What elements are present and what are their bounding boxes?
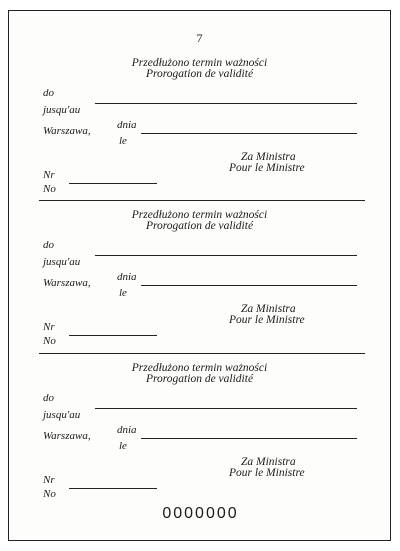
signature-label-french: Pour le Ministre <box>229 162 305 174</box>
issue-date-line[interactable] <box>141 438 357 439</box>
until-date-line[interactable] <box>95 255 357 256</box>
section-title-french: Prorogation de validité <box>145 373 254 385</box>
until-label-polish: do <box>43 392 54 404</box>
until-date-line[interactable] <box>95 103 357 104</box>
section-title-french: Prorogation de validité <box>145 220 254 232</box>
validity-extension-section-1 <box>9 57 390 207</box>
until-date-line[interactable] <box>95 408 357 409</box>
date-label-french: le <box>119 440 127 452</box>
place-label: Warszawa, <box>43 277 91 289</box>
signature-label-polish: Za Ministra <box>241 303 296 315</box>
page-number: 7 <box>196 31 203 45</box>
date-label-polish: dnia <box>117 119 137 131</box>
number-label-french: No <box>43 335 56 347</box>
signature-label-french: Pour le Ministre <box>229 314 305 326</box>
date-label-polish: dnia <box>117 271 137 283</box>
issue-date-line[interactable] <box>141 285 357 286</box>
number-label-french: No <box>43 183 56 195</box>
section-title-polish: Przedłużono termin ważności <box>131 209 268 221</box>
document-serial-number: 0000000 <box>162 505 239 522</box>
number-line[interactable] <box>69 335 157 336</box>
signature-label-polish: Za Ministra <box>241 151 296 163</box>
until-label-french: jusqu'au <box>43 256 81 268</box>
number-line[interactable] <box>69 183 157 184</box>
number-label-polish: Nr <box>43 474 55 486</box>
until-label-polish: do <box>43 87 54 99</box>
until-label-french: jusqu'au <box>43 409 81 421</box>
number-label-polish: Nr <box>43 169 55 181</box>
section-divider <box>39 353 365 354</box>
signature-label-polish: Za Ministra <box>241 456 296 468</box>
validity-extension-section-3 <box>9 362 390 512</box>
section-title-polish: Przedłużono termin ważności <box>131 57 268 69</box>
number-line[interactable] <box>69 488 157 489</box>
validity-extension-section-2 <box>9 209 390 359</box>
number-label-polish: Nr <box>43 321 55 333</box>
passport-page <box>8 10 391 541</box>
section-title-french: Prorogation de validité <box>145 68 254 80</box>
until-label-french: jusqu'au <box>43 104 81 116</box>
date-label-polish: dnia <box>117 424 137 436</box>
section-title-polish: Przedłużono termin ważności <box>131 362 268 374</box>
place-label: Warszawa, <box>43 430 91 442</box>
date-label-french: le <box>119 135 127 147</box>
place-label: Warszawa, <box>43 125 91 137</box>
date-label-french: le <box>119 287 127 299</box>
issue-date-line[interactable] <box>141 133 357 134</box>
section-divider <box>39 200 365 201</box>
until-label-polish: do <box>43 239 54 251</box>
number-label-french: No <box>43 488 56 500</box>
signature-label-french: Pour le Ministre <box>229 467 305 479</box>
